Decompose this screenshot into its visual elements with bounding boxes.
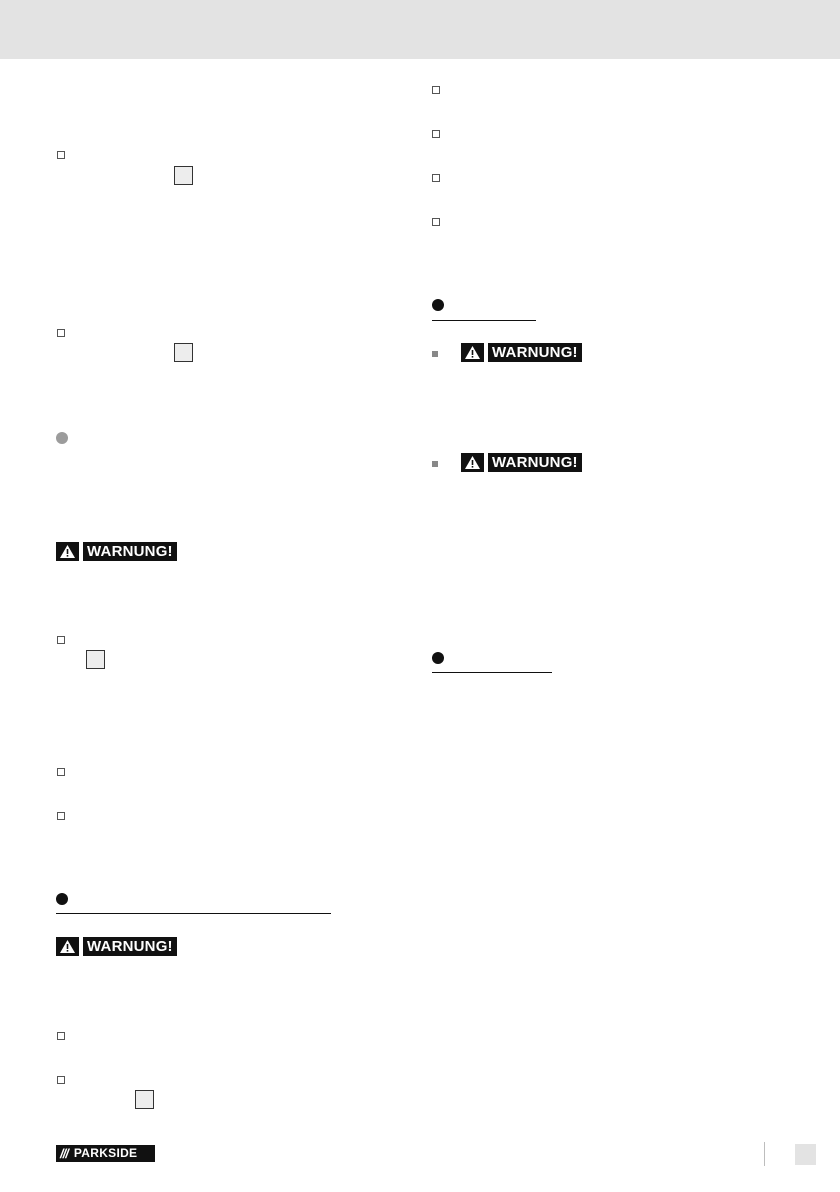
warning-triangle-icon xyxy=(461,453,484,472)
warning-triangle-icon xyxy=(56,937,79,956)
checkbox-icon xyxy=(57,151,65,159)
section-bullet-icon xyxy=(432,299,444,311)
warning-banner xyxy=(461,343,582,362)
list-bullet-icon xyxy=(432,351,438,357)
reference-number-box xyxy=(174,166,193,185)
reference-number-box xyxy=(135,1090,154,1109)
list-bullet-icon xyxy=(432,461,438,467)
checkbox-icon xyxy=(57,812,65,820)
checkbox-icon xyxy=(432,218,440,226)
checkbox-icon xyxy=(57,1032,65,1040)
section-underline xyxy=(56,913,331,914)
warning-label: WARNUNG! xyxy=(488,343,582,362)
checkbox-icon xyxy=(432,174,440,182)
checkbox-icon xyxy=(432,130,440,138)
warning-banner xyxy=(56,542,177,561)
section-bullet-icon xyxy=(56,893,68,905)
warning-label: WARNUNG! xyxy=(83,542,177,561)
warning-banner xyxy=(56,937,177,956)
section-bullet-icon xyxy=(432,652,444,664)
footer-divider xyxy=(764,1142,765,1166)
section-bullet-icon xyxy=(56,432,68,444)
logo-text: PARKSIDE xyxy=(73,1146,138,1160)
warning-banner xyxy=(461,453,582,472)
checkbox-icon xyxy=(57,329,65,337)
reference-number-box xyxy=(174,343,193,362)
checkbox-icon xyxy=(57,768,65,776)
warning-label: WARNUNG! xyxy=(488,453,582,472)
logo-slashes: /// xyxy=(60,1146,68,1161)
warning-label: WARNUNG! xyxy=(83,937,177,956)
warning-triangle-icon xyxy=(56,542,79,561)
reference-number-box xyxy=(86,650,105,669)
checkbox-icon xyxy=(57,1076,65,1084)
section-underline xyxy=(432,320,536,321)
parkside-logo xyxy=(56,1145,155,1162)
page-header-band xyxy=(0,0,840,59)
page-number-box xyxy=(795,1144,816,1165)
checkbox-icon xyxy=(57,636,65,644)
checkbox-icon xyxy=(432,86,440,94)
section-underline xyxy=(432,672,552,673)
warning-triangle-icon xyxy=(461,343,484,362)
